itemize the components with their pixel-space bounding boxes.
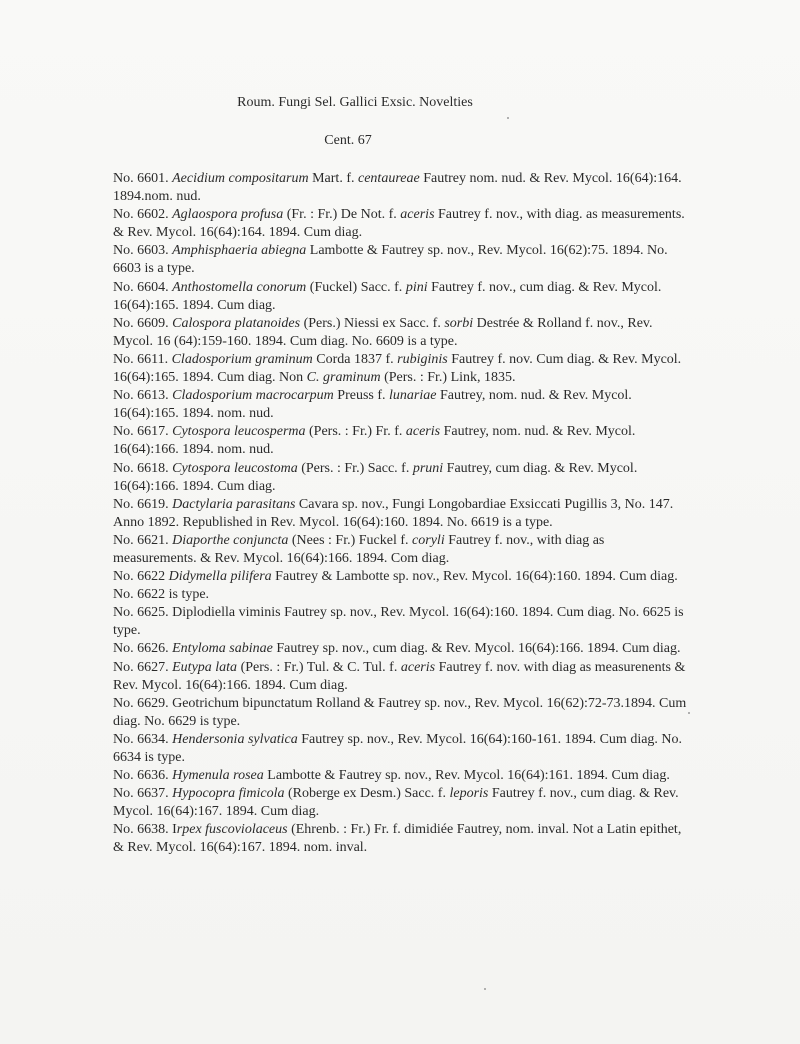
entry-text: No. 6602. xyxy=(113,207,173,223)
entry-6603 xyxy=(113,242,688,278)
entry-text: Fautrey, nom. nud. & Rev. Mycol. 16(64):165. 1894. nom. nud. xyxy=(113,388,632,422)
entry-text: No. 6636. xyxy=(113,768,173,784)
taxon-name-italic: Aglaospora profusa xyxy=(172,207,284,223)
entry-6626 xyxy=(113,640,688,658)
entry-text: Lambotte & Fautrey sp. nov., Rev. Mycol. 16(64):161. 1894. Cum diag. xyxy=(263,768,670,784)
entry-text: No. 6601. xyxy=(113,171,173,186)
entry-text: Fautrey, cum diag. & Rev. Mycol. 16(64):166. 1894. Cum diag. xyxy=(113,460,638,494)
entry-text: Corda 1837 f. xyxy=(312,351,398,367)
taxon-name-italic: leporis xyxy=(449,786,489,802)
entry-6618 xyxy=(113,460,688,496)
taxon-name-italic: Aecidium compositarum xyxy=(172,171,309,186)
entry-text: Destrée & Rolland f. nov., Rev. Mycol. 16 (64):159-160. 1894. Cum diag. No. 6609 is a type. xyxy=(113,315,653,349)
taxon-name-italic: Didymella pilifera xyxy=(168,569,272,585)
entry-list xyxy=(113,170,688,858)
entry-text: No. 6613. xyxy=(113,388,173,404)
entry-text: No. 6603. xyxy=(113,243,173,259)
entry-6601 xyxy=(113,170,688,206)
taxon-name-italic: Cytospora leucosperma xyxy=(172,424,306,440)
entry-text: No. 6634. xyxy=(113,731,173,747)
taxon-name-italic: sorbi xyxy=(444,315,474,331)
entry-text: (Pers. : Fr.) Tul. & C. Tul. f. xyxy=(237,659,401,675)
scan-speck xyxy=(484,988,486,990)
entry-text: Fautrey f. nov., cum diag. & Rev. Mycol. 16(64):165. 1894. Cum diag. xyxy=(113,279,662,313)
entry-text: Fautrey, nom. nud. & Rev. Mycol. 16(64):166. 1894. nom. nud. xyxy=(113,424,636,458)
entry-text: No. 6621. xyxy=(113,532,173,548)
entry-text: Lambotte & Fautrey sp. nov., Rev. Mycol. 16(62):75. 1894. No. 6603 is a type. xyxy=(113,243,668,277)
entry-text: Preuss f. xyxy=(333,388,390,404)
taxon-name-italic: aceris xyxy=(400,659,436,675)
taxon-name-italic: lunariae xyxy=(389,388,437,404)
taxon-name-italic: pruni xyxy=(412,460,444,476)
entry-text: (Ehrenb. : Fr.) Fr. f. dimidiée Fautrey, nom. inval. Not a Latin epithet, & Rev. Mycol. 16(64):167. 1894. nom. inval. xyxy=(113,822,682,856)
entry-text: (Fuckel) Sacc. f. xyxy=(306,279,406,295)
entry-text: (Nees : Fr.) Fuckel f. xyxy=(288,532,413,548)
taxon-name-italic: Hymenula rosea xyxy=(172,768,264,784)
entry-text: Fautrey & Lambotte sp. nov., Rev. Mycol. 16(64):160. 1894. Cum diag. No. 6622 is type. xyxy=(113,569,678,603)
taxon-name-italic: Anthostomella conorum xyxy=(172,279,307,295)
taxon-name-italic: aceris xyxy=(405,424,441,440)
entry-text: No. 6619. xyxy=(113,496,173,512)
entry-text: Fautrey f. nov. Cum diag. & Rev. Mycol. 16(64):165. 1894. Cum diag. Non xyxy=(113,351,682,386)
taxon-name-italic: Cytospora leucostoma xyxy=(172,460,298,476)
entry-6621 xyxy=(113,532,688,568)
entry-text: (Pers. : Fr.) Sacc. f. xyxy=(297,460,413,476)
entry-6611 xyxy=(113,351,688,387)
taxon-name-italic: pini xyxy=(405,279,428,295)
entry-text: (Pers.) Niessi ex Sacc. f. xyxy=(300,315,445,331)
entry-text: No. 6617. xyxy=(113,424,173,440)
entry-6613 xyxy=(113,387,688,423)
entry-6627 xyxy=(113,659,688,695)
entry-text: (Roberge ex Desm.) Sacc. f. xyxy=(284,786,450,802)
entry-text: Fautrey sp. nov., Rev. Mycol. 16(64):160-161. 1894. Cum diag. No. 6634 is type. xyxy=(113,731,683,765)
taxon-name-italic: rpex fuscoviolaceus xyxy=(176,822,288,838)
entry-6638 xyxy=(113,821,688,857)
scan-speck xyxy=(507,117,509,119)
taxon-name-italic: Entyloma sabinae xyxy=(172,641,273,657)
taxon-name-italic: Cladosporium macrocarpum xyxy=(172,388,334,404)
scan-speck xyxy=(688,712,690,714)
entry-text: No. 6611. xyxy=(113,351,172,367)
entry-6602 xyxy=(113,206,688,242)
document-subtitle: Cent. 67 xyxy=(324,133,372,148)
taxon-name-italic: Diaporthe conjuncta xyxy=(172,532,289,548)
entry-text: No. 6609. xyxy=(113,315,173,331)
entry-text: Fautrey sp. nov., cum diag. & Rev. Mycol. 16(64):166. 1894. Cum diag. xyxy=(272,641,681,657)
entry-text: (Pers. : Fr.) Fr. f. xyxy=(305,424,406,440)
entry-text: Fautrey f. nov. with diag as measurenents & Rev. Mycol. 16(64):166. 1894. Cum diag. xyxy=(113,659,686,693)
entry-text: Cavara sp. nov., Fungi Longobardiae Exsiccati Pugillis 3, No. 147. Anno 1892. Republished in Rev. Mycol. 16(64):160. 1894. No. 6619 is a type. xyxy=(113,496,674,530)
entry-6634 xyxy=(113,731,688,767)
taxon-name-italic: Hendersonia sylvatica xyxy=(172,731,298,747)
taxon-name-italic: aceris xyxy=(400,207,435,223)
entry-6617 xyxy=(113,423,688,459)
entry-text: No. 6627. xyxy=(113,659,173,675)
entry-6609 xyxy=(113,315,688,351)
entry-text: No. 6638. I xyxy=(113,822,177,838)
entry-text: No. 6618. xyxy=(113,460,173,476)
entry-text: No. 6629. Geotrichum bipunctatum Rolland & Fautrey sp. nov., Rev. Mycol. 16(62):72-73.1894. Cum diag. No. 6629 is type. xyxy=(113,695,687,729)
entry-text: No. 6626. xyxy=(113,641,173,657)
entry-text: (Pers. : Fr.) Link, 1835. xyxy=(380,370,516,386)
entry-6604 xyxy=(113,279,688,315)
entry-text: (Fr. : Fr.) De Not. f. xyxy=(283,207,401,223)
taxon-name-italic: coryli xyxy=(412,532,445,548)
taxon-name-italic: Eutypa lata xyxy=(172,659,238,675)
entry-text: No. 6622 xyxy=(113,569,169,585)
entry-6619 xyxy=(113,496,688,532)
document-title: Roum. Fungi Sel. Gallici Exsic. Novelties xyxy=(237,95,473,110)
taxon-name-italic: Cladosporium graminum xyxy=(171,351,313,367)
entry-text: No. 6625. Diplodiella viminis Fautrey sp. nov., Rev. Mycol. 16(64):160. 1894. Cum diag. No. 6625 is type. xyxy=(113,605,684,639)
entry-text: Fautrey f. nov., cum diag. & Rev. Mycol. 16(64):167. 1894. Cum diag. xyxy=(113,786,679,820)
entry-text: No. 6637. xyxy=(113,786,173,802)
taxon-name-italic: centaureae xyxy=(358,171,420,186)
entry-6622 xyxy=(113,568,688,604)
taxon-name-italic: C. graminum xyxy=(306,370,381,386)
taxon-name-italic: Amphisphaeria abiegna xyxy=(172,243,307,259)
taxon-name-italic: Calospora platanoides xyxy=(172,315,301,331)
entry-6637 xyxy=(113,785,688,821)
entry-6625 xyxy=(113,604,688,640)
entry-6636 xyxy=(113,767,688,785)
entry-6629 xyxy=(113,695,688,731)
entry-text: Fautrey f. nov., with diag as measurements. & Rev. Mycol. 16(64):166. 1894. Com diag. xyxy=(113,532,605,566)
entry-text: No. 6604. xyxy=(113,279,173,295)
entry-text: Fautrey nom. nud. & Rev. Mycol. 16(64):164. 1894.nom. nud. xyxy=(113,171,682,205)
taxon-name-italic: rubiginis xyxy=(397,351,448,367)
taxon-name-italic: Hypocopra fimicola xyxy=(172,786,285,802)
taxon-name-italic: Dactylaria parasitans xyxy=(172,496,296,512)
entry-text: Fautrey f. nov., with diag. as measurements. & Rev. Mycol. 16(64):164. 1894. Cum diag. xyxy=(113,207,685,241)
entry-text: Mart. f. xyxy=(308,171,358,186)
